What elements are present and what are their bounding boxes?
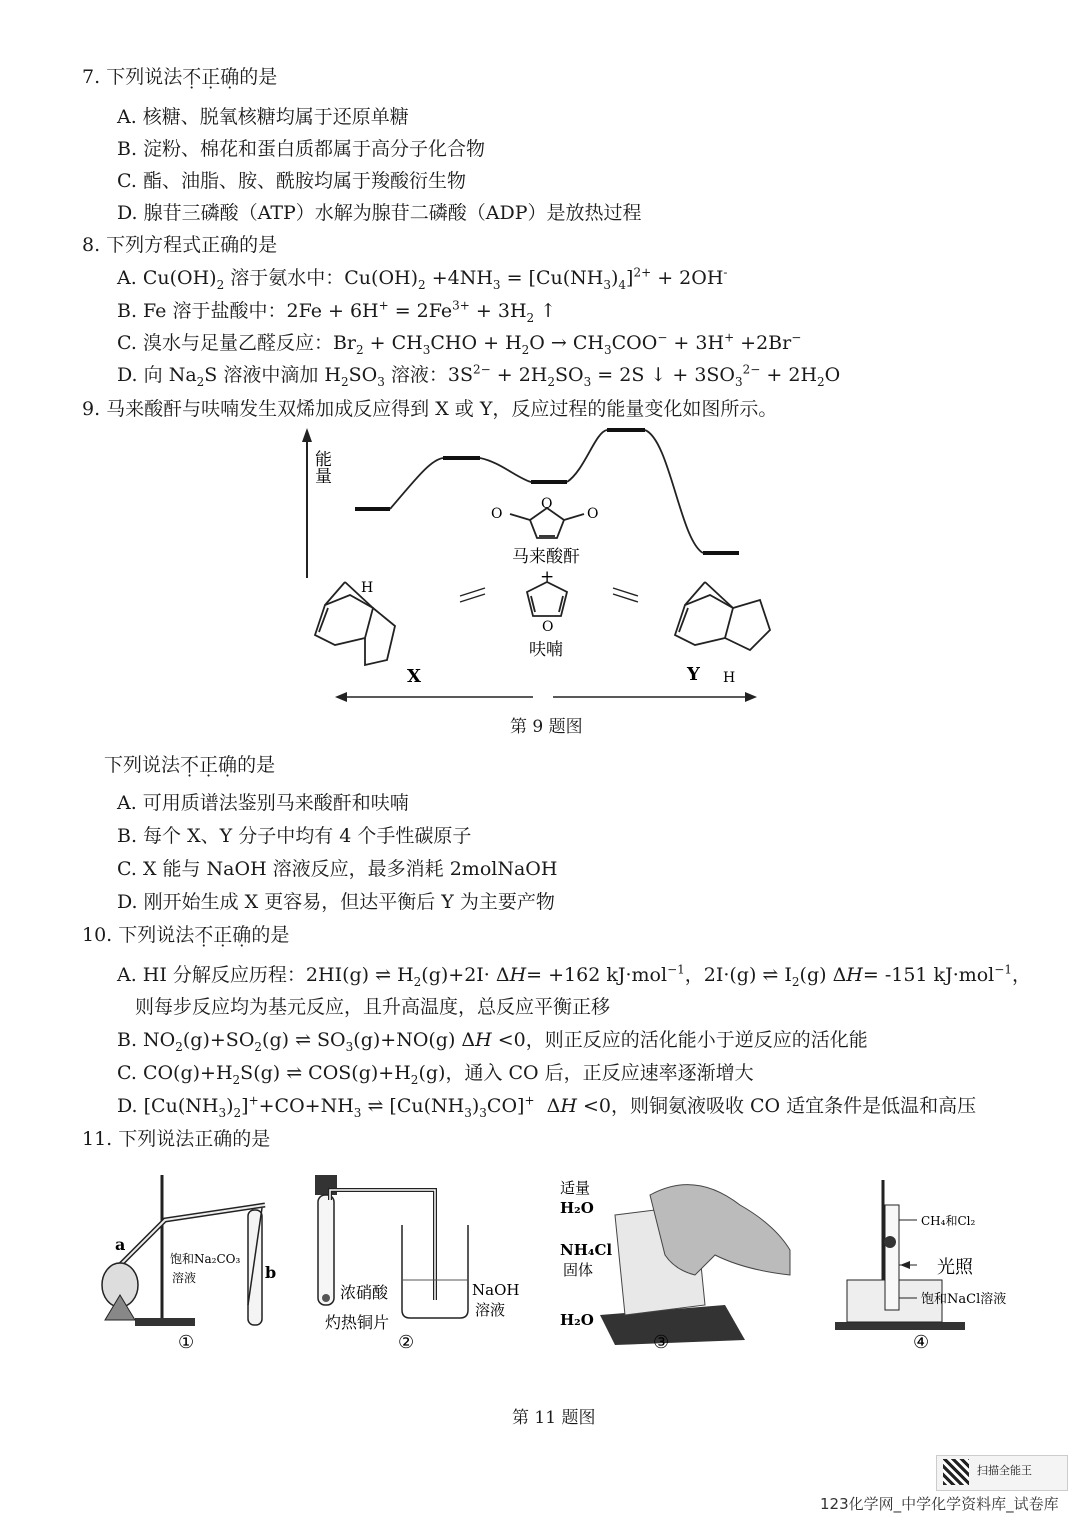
svg-text:饱和NaCl溶液: 饱和NaCl溶液: [921, 1292, 1007, 1307]
label-plus: +: [540, 567, 555, 587]
q11-stem: 11. 下列说法正确的是: [82, 1128, 271, 1150]
svg-text:适量: 适量: [560, 1179, 591, 1197]
svg-text:b: b: [265, 1263, 277, 1282]
svg-text:O: O: [587, 506, 599, 522]
svg-text:H: H: [723, 670, 736, 686]
q10-option-a: A. HI 分解反应历程：2HI(g) ⇌ $H_2(g)+2I\cdot \Delta H= +162$ kJ·mol$^{-1}$，2I·(g) ⇌ $I_2(g)$ ΔH= -151 kJ·mol$^{-1}$，: [117, 962, 1031, 989]
svg-text:NH₄Cl: NH₄Cl: [560, 1241, 613, 1259]
svg-text:浓硝酸: 浓硝酸: [340, 1283, 389, 1302]
q9-option-a: A. 可用质谱法鉴别马来酸酐和呋喃: [117, 792, 409, 814]
label-x: X: [407, 666, 421, 687]
svg-text:O: O: [541, 496, 553, 512]
svg-text:①: ①: [178, 1332, 195, 1350]
q8-option-d: D. 向 $Na_2S$ 溶液中滴加 $H_2SO_3$ 溶液：$3S^{2-} + 2H_2SO_3 = 2S$ ↓ + $3SO_3^{2-} + 2H_2O$: [117, 362, 841, 389]
q8-option-b: B. Fe 溶于盐酸中：$2Fe + 6H^+ = 2Fe^{3+} + 3H_2$ ↑: [117, 298, 557, 325]
q7-option-d: D. 腺苷三磷酸（ATP）水解为腺苷二磷酸（ADP）是放热过程: [117, 202, 642, 224]
label-y: Y: [687, 664, 700, 685]
q9-option-b: B. 每个 X、Y 分子中均有 4 个手性碳原子: [117, 825, 472, 847]
q9-substem: 下列说法不正确的是: [104, 754, 276, 776]
q9-stem: 9. 马来酸酐与呋喃发生双烯加成反应得到 X 或 Y，反应过程的能量变化如图所示。: [82, 398, 778, 420]
svg-text:溶液: 溶液: [172, 1271, 197, 1285]
svg-text:H₂O: H₂O: [560, 1311, 594, 1329]
svg-text:灼热铜片: 灼热铜片: [325, 1313, 390, 1332]
svg-text:O: O: [542, 619, 554, 635]
svg-text:④: ④: [913, 1332, 930, 1350]
label-maleic-anhydride: 马来酸酐: [512, 547, 580, 567]
svg-text:H₂O: H₂O: [560, 1199, 594, 1217]
scanner-stamp: 扫描全能王: [936, 1455, 1068, 1491]
q7-option-a: A. 核糖、脱氧核糖均属于还原单糖: [117, 106, 409, 128]
svg-text:②: ②: [398, 1332, 415, 1350]
q10-option-c: C. $CO(g)+H_2S(g)$ ⇌ $COS(g)+H_2(g)$，通入 CO 后，正反应速率逐渐增大: [117, 1062, 754, 1087]
svg-text:饱和Na₂CO₃: 饱和Na₂CO₃: [170, 1252, 241, 1266]
svg-text:NaOH: NaOH: [472, 1281, 520, 1299]
q7-option-c: C. 酯、油脂、胺、酰胺均属于羧酸衍生物: [117, 170, 466, 192]
q10-option-b: B. $NO_2(g)+SO_2(g)$ ⇌ $SO_3(g)+NO(g)$ ΔH <0，则正反应的活化能小于逆反应的活化能: [117, 1029, 868, 1054]
q10-stem: 10. 下列说法不正确的是: [82, 924, 290, 946]
svg-text:a: a: [115, 1235, 126, 1254]
svg-text:固体: 固体: [563, 1261, 594, 1279]
q9-caption: 第 9 题图: [510, 717, 583, 737]
svg-text:H: H: [361, 580, 374, 596]
svg-text:O: O: [491, 506, 503, 522]
footer-watermark: 123化学网_中学化学资料库_试卷库: [820, 1495, 1059, 1513]
q11-figure-4: [825, 1170, 1045, 1350]
q8-option-c: C. 溴水与足量乙醛反应：$Br_2 + CH_3CHO + H_2O \to CH_3COO^- + 3H^+ +2Br^-$: [117, 330, 802, 357]
q7-stem: 7. 下列说法不正确的是: [82, 66, 278, 88]
q7-option-b: B. 淀粉、棉花和蛋白质都属于高分子化合物: [117, 138, 486, 160]
q11-figure-3: [555, 1175, 795, 1350]
svg-text:CH₄和Cl₂: CH₄和Cl₂: [921, 1214, 976, 1228]
q10-option-a-cont: 则每步反应均为基元反应，且升高温度，总反应平衡正移: [135, 996, 611, 1018]
svg-text:溶液: 溶液: [475, 1301, 506, 1319]
q10-option-d: D. $[Cu(NH_3)_2]^++CO+NH_3$ ⇌ $[Cu(NH_3)_3CO]^+$ ΔH <0，则铜氨液吸收 CO 适宜条件是低温和高压: [117, 1093, 977, 1120]
q8-option-a: A. $Cu(OH)_2$ 溶于氨水中：$Cu(OH)_2 +4NH_3 = [Cu(NH_3)_4]^{2+} + 2OH^-$: [117, 265, 728, 292]
q11-figure-2: [310, 1170, 530, 1350]
svg-text:光照: 光照: [937, 1257, 973, 1278]
q9-option-d: D. 刚开始生成 X 更容易，但达平衡后 Y 为主要产物: [117, 891, 555, 913]
q8-stem: 8. 下列方程式正确的是: [82, 234, 278, 256]
label-furan: 呋喃: [529, 640, 563, 660]
svg-text:③: ③: [653, 1332, 670, 1350]
q9-option-c: C. X 能与 NaOH 溶液反应，最多消耗 2molNaOH: [117, 858, 558, 880]
energy-axis-label: 能量: [311, 450, 331, 484]
q9-energy-diagram: [295, 420, 795, 710]
q11-caption: 第 11 题图: [512, 1408, 596, 1428]
q11-figure-1: [90, 1170, 290, 1350]
